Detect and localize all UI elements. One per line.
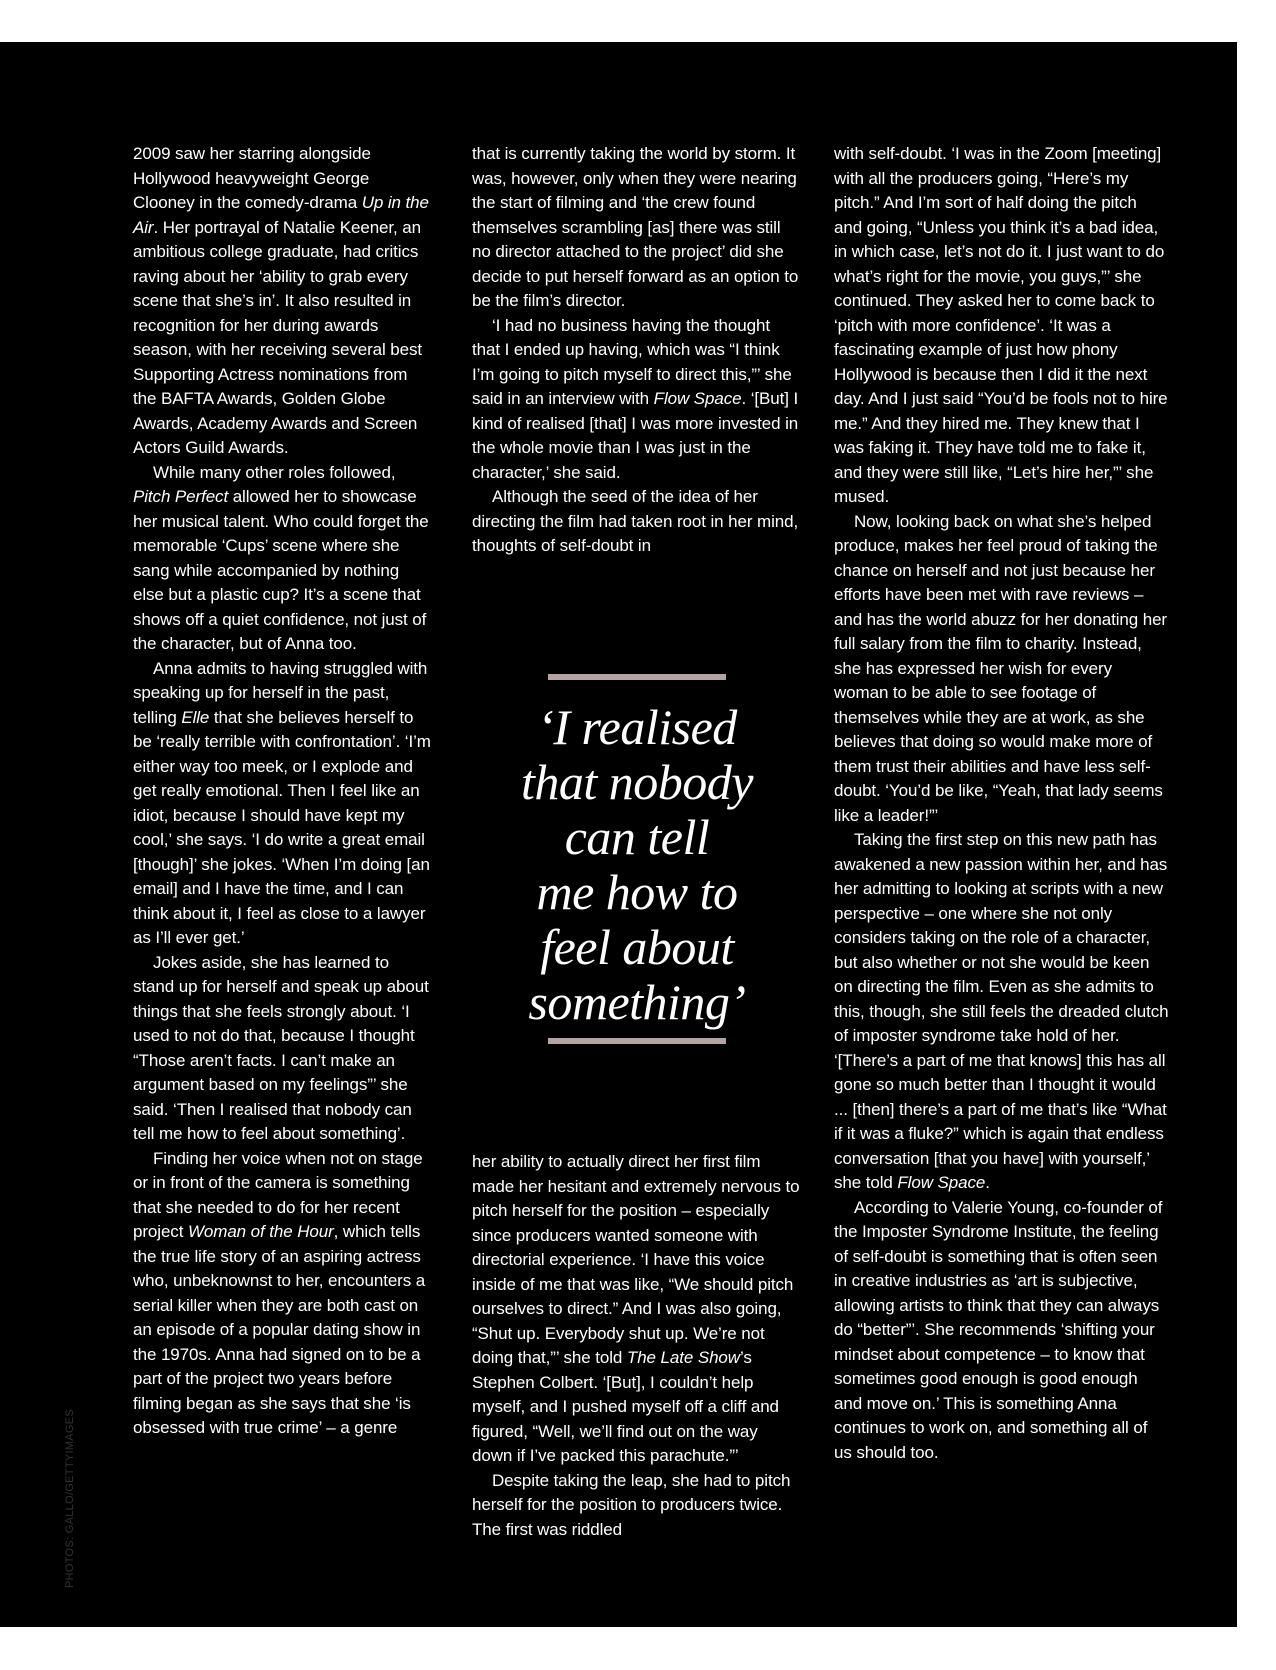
- paragraph: Anna admits to having struggled with speaking up for herself in the past, telling Elle that she believes herself to be ‘really terrible with confrontation’. ‘I’m either way too meek, or I explode and get really emotional. Then I feel like an idiot, because I should have kept my cool,’ she says. ‘I do write a great email [though]’ she jokes. ‘When I’m doing [an email] and I have the time, and I can think about it, I feel as close to a lawyer as I’ll ever get.’: [133, 658, 431, 947]
- pullquote-line: something’: [528, 974, 746, 1030]
- article-column-2-top: [472, 142, 802, 559]
- pullquote-line: that nobody: [521, 754, 753, 810]
- pullquote-line: feel about: [540, 919, 734, 975]
- paragraph: Taking the first step on this new path has awakened a new passion within her, and has her admitting to looking at scripts with a new perspective – one where she not only considers taking on the role of a character, but also whether or not she would be keen on directing the film. Even as she admits to this, though, she still feels the dreaded clutch of imposter syndrome take hold of her. ‘[There’s a part of me that knows] this has all gone so much better than I thought it would ... [then] there’s a part of me that’s like “What if it was a fluke?” which is again that endless conversation [that you have] with yourself,’ she told Flow Space.: [834, 830, 1169, 1192]
- article-column-1: [133, 142, 433, 1441]
- paragraph: Now, looking back on what she’s helped produce, makes her feel proud of taking the chance on herself and not just because her efforts have been met with rave reviews – and has the world abuzz for her donating her full salary from the film to charity. Instead, she has expressed her wish for every woman to be able to see footage of themselves while they are at work, as she believes that doing so would make more of them trust their abilities and have less self-doubt. ‘You’d be like, “Yeah, that lady seems like a leader!”’: [834, 511, 1167, 825]
- pullquote-rule-bottom: [548, 1038, 726, 1044]
- paragraph: 2009 saw her starring alongside Hollywood heavyweight George Clooney in the comedy-drama Up in the Air. Her portrayal of Natalie Keener, an ambitious college graduate, had critics raving about her ‘ability to grab every scene that she’s in’. It also resulted in recognition for her during awards season, with her receiving several best Supporting Actress nominations from the BAFTA Awards, Golden Globe Awards, Academy Awards and Screen Actors Guild Awards.: [133, 144, 429, 457]
- paragraph: that is currently taking the world by storm. It was, however, only when they were nearing the start of filming and ‘the crew found themselves scrambling [as] there was still no director attached to the project’ did she decide to put herself forward as an option to be the film’s director.: [472, 144, 799, 310]
- pullquote-rule-top: [548, 674, 726, 680]
- pullquote-line: ‘I realised: [537, 699, 737, 755]
- paragraph: While many other roles followed, Pitch Perfect allowed her to showcase her musical talent. Who could forget the memorable ‘Cups’ scene where she sang while accompanied by nothing else but a plastic cup? It’s a scene that shows off a quiet confidence, not just of the character, but of Anna too.: [133, 462, 429, 653]
- paragraph: her ability to actually direct her first film made her hesitant and extremely nervous to pitch herself for the position – especially since producers wanted someone with directorial experience. ‘I have this voice inside of me that was like, “We should pitch ourselves to direct.” And I was also going, “Shut up. Everybody shut up. We’re not doing that,”’ she told The Late Show’s Stephen Colbert. ‘[But], I couldn’t help myself, and I pushed myself off a cliff and figured, “Well, we’ll find out on the way down if I’ve packed this parachute.”’: [472, 1152, 800, 1465]
- paragraph: According to Valerie Young, co-founder of the Imposter Syndrome Institute, the feeling of self-doubt is something that is often seen in creative industries as ‘art is subjective, allowing artists to think that they can always do “better”’. She recommends ‘shifting your mindset about competence – to know that sometimes good enough is good enough and move on.’ This is something Anna continues to work on, and something all of us should too.: [834, 1197, 1163, 1462]
- pullquote-line: can tell: [564, 809, 710, 865]
- paragraph: ‘I had no business having the thought that I ended up having, which was “I think I’m going to pitch myself to direct this,”’ she said in an interview with Flow Space. ‘[But] I kind of realised [that] I was more invested in the whole movie than I was just in the character,’ she said.: [472, 315, 799, 482]
- article-column-2-bottom: [472, 1150, 802, 1542]
- paragraph: with self-doubt. ‘I was in the Zoom [meeting] with all the producers going, “Here’s my pitch.” And I’m sort of half doing the pitch and going, “Unless you think it’s a bad idea, in which case, let’s not do it. I just want to do what’s right for the movie, you guys,”’ she continued. They asked her to come back to ‘pitch with more confidence’. ‘It was a fascinating example of just how phony Hollywood is because then I did it the next day. And I just said “You’d be fools not to hire me.” And they hired me. They knew that I was faking it. They have told me to fake it, and they were still like, “Let’s hire her,”’ she mused.: [834, 144, 1168, 506]
- paragraph: Jokes aside, she has learned to stand up for herself and speak up about things that she feels strongly about. ‘I used to not do that, because I thought “Those aren’t facts. I can’t make an argument based on my feelings”’ she said. ‘Then I realised that nobody can tell me how to feel about something’.: [133, 952, 429, 1143]
- paragraph: Although the seed of the idea of her directing the film had taken root in her mind, thoughts of self-doubt in: [472, 487, 799, 555]
- paragraph: Despite taking the leap, she had to pitch herself for the position to producers twice. The first was riddled: [472, 1470, 791, 1539]
- pullquote-line: me how to: [536, 864, 738, 920]
- paragraph: Finding her voice when not on stage or in front of the camera is something that she needed to do for her recent project Woman of the Hour, which tells the true life story of an aspiring actress who, unbeknownst to her, encounters a serial killer when they are both cast on an episode of a popular dating show in the 1970s. Anna had signed on to be a part of the project two years before filming began as she says that she ‘is obsessed with true crime’ – a genre: [133, 1148, 426, 1437]
- pullquote: [492, 700, 782, 1030]
- photo-credit: PHOTOS: GALLO/GETTYIMAGES: [64, 1408, 76, 1588]
- article-column-3: [834, 142, 1169, 1465]
